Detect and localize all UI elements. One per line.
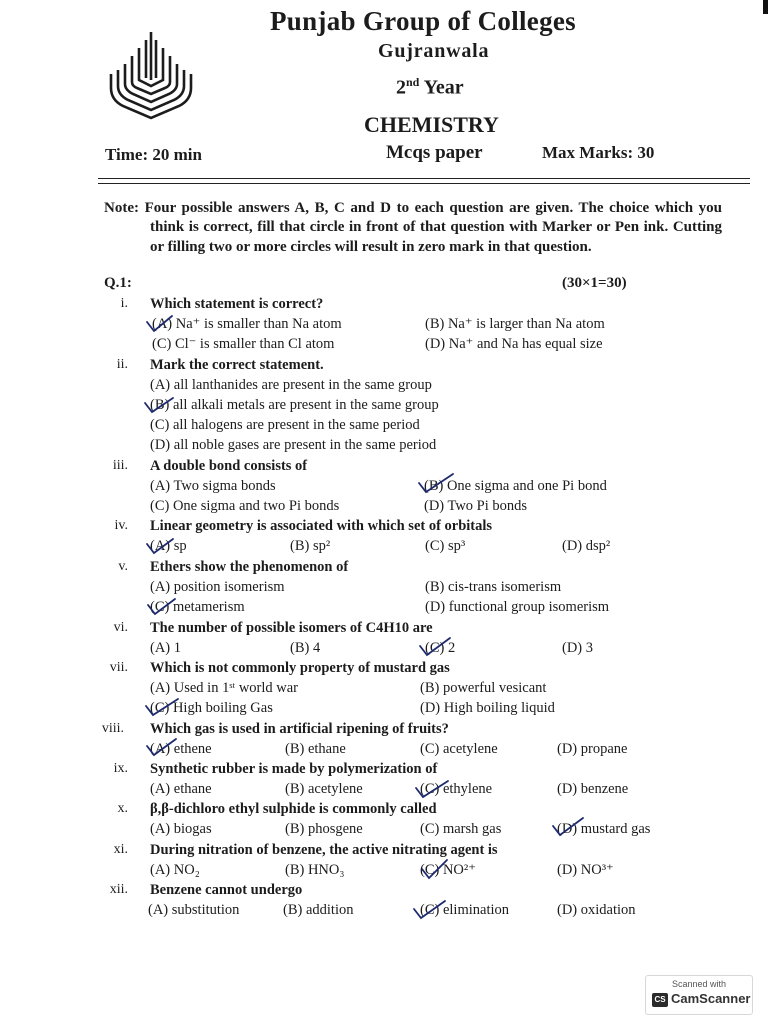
- question-stem: Which statement is correct?: [150, 296, 324, 312]
- option-b: (B) sp²: [290, 538, 331, 554]
- option-b: (B) cis-trans isomerism: [425, 579, 562, 595]
- question-number: viii.: [101, 721, 124, 736]
- option-a: (A) Used in 1ˢᵗ world war: [150, 680, 299, 696]
- paper-type: Mcqs paper: [386, 142, 483, 163]
- option-b: (B) HNO₃: [285, 862, 345, 878]
- option-d: (D) Na⁺ and Na has equal size: [425, 336, 603, 352]
- option-c: (C) High boiling Gas: [150, 700, 273, 716]
- section-label: Q.1:: [104, 275, 132, 291]
- header-divider-top: [98, 178, 750, 179]
- question-stem: During nitration of benzene, the active nitrating agent is: [150, 842, 498, 858]
- question-number: vi.: [113, 620, 128, 635]
- option-a: (A) Two sigma bonds: [150, 478, 276, 494]
- option-b: (B) Na⁺ is larger than Na atom: [425, 316, 605, 332]
- option-d: (D) propane: [557, 741, 628, 757]
- option-b: (B) 4: [290, 640, 321, 656]
- option-b: (B) phosgene: [285, 821, 363, 837]
- option-d: (D) benzene: [557, 781, 629, 797]
- question-stem: Synthetic rubber is made by polymerization of: [150, 761, 438, 777]
- option-a: (A) ethane: [150, 781, 212, 797]
- option-c: (C) 2: [425, 640, 456, 656]
- option-a: (A) all lanthanides are present in the same group: [150, 377, 432, 393]
- question-12: [0, 882, 768, 944]
- option-d: (D) NO³⁺: [557, 862, 614, 878]
- option-b: (B) acetylene: [285, 781, 363, 797]
- question-1: [0, 296, 768, 358]
- question-number: iii.: [112, 458, 128, 473]
- question-stem: β,β-dichloro ethyl sulphide is commonly called: [150, 801, 437, 817]
- option-b: (B) One sigma and one Pi bond: [424, 478, 607, 494]
- option-d: (D) High boiling liquid: [420, 700, 555, 716]
- question-number: ix.: [113, 761, 128, 776]
- scanner-caption: Scanned with: [671, 979, 727, 989]
- option-c: (C) all halogens are present in the same period: [150, 417, 420, 433]
- option-d: (D) Two Pi bonds: [424, 498, 528, 514]
- option-c: (C) NO²⁺: [420, 862, 476, 878]
- option-d: (D) functional group isomerism: [425, 599, 610, 615]
- option-a: (A) NO₂: [150, 862, 200, 878]
- question-number: xi.: [113, 842, 128, 857]
- option-a: (A) position isomerism: [150, 579, 285, 595]
- institution-title: Punjab Group of Colleges: [270, 6, 576, 36]
- subject-title: CHEMISTRY: [364, 112, 499, 137]
- question-number: x.: [117, 801, 128, 816]
- year-label: 2nd Year: [396, 75, 464, 99]
- scanner-brand: CamScanner: [671, 991, 751, 1006]
- option-a: (A) ethene: [150, 741, 212, 757]
- question-number: ii.: [116, 357, 128, 372]
- option-d: (D) all noble gases are present in the same period: [150, 437, 437, 453]
- option-c: (C) acetylene: [420, 741, 498, 757]
- header-divider-bottom: [98, 183, 750, 184]
- camscanner-logo-icon: CS: [652, 993, 668, 1007]
- option-d: (D) mustard gas: [557, 821, 651, 837]
- question-stem: Which is not commonly property of mustard gas: [150, 660, 450, 676]
- option-a: (A) substitution: [148, 902, 240, 918]
- scan-edge-mark: [763, 0, 768, 14]
- question-3: [0, 458, 768, 520]
- option-a: (A) biogas: [150, 821, 212, 837]
- question-number: xii.: [109, 882, 128, 897]
- option-b: (B) powerful vesicant: [420, 680, 547, 696]
- question-2: [0, 357, 768, 453]
- question-stem: Linear geometry is associated with which set of orbitals: [150, 518, 493, 534]
- college-logo-icon: [106, 30, 196, 120]
- option-c: (C) ethylene: [420, 781, 493, 797]
- option-d: (D) 3: [562, 640, 594, 656]
- option-b: (B) addition: [283, 902, 354, 918]
- question-5: [0, 559, 768, 621]
- option-c: (C) metamerism: [150, 599, 245, 615]
- time-allowed: Time: 20 min: [105, 145, 202, 164]
- option-a: (A) 1: [150, 640, 182, 656]
- question-7: [0, 660, 768, 722]
- instructions-note: Note: Four possible answers A, B, C and D to each question are given. The choice which you think is correct, fill that circle in front of that question with Marker or Pen ink. Cutting or filling two or more circles will result in zero mark in that question.: [104, 200, 722, 255]
- question-stem: Ethers show the phenomenon of: [150, 559, 349, 575]
- question-stem: A double bond consists of: [150, 458, 308, 474]
- option-a: (A) Na⁺ is smaller than Na atom: [152, 316, 342, 332]
- option-a: (A) sp: [150, 538, 187, 554]
- question-number: i.: [120, 296, 128, 311]
- question-stem: Benzene cannot undergo: [150, 882, 303, 898]
- option-d: (D) oxidation: [557, 902, 636, 918]
- option-b: (B) ethane: [285, 741, 346, 757]
- question-number: vii.: [109, 660, 128, 675]
- option-c: (C) elimination: [420, 902, 509, 918]
- section-score: (30×1=30): [562, 275, 627, 291]
- option-c: (C) sp³: [425, 538, 466, 554]
- question-stem: Which gas is used in artificial ripening of fruits?: [150, 721, 449, 737]
- campus-name: Gujranwala: [378, 40, 490, 62]
- question-number: iv.: [114, 518, 128, 533]
- max-marks: Max Marks: 30: [542, 143, 655, 162]
- camscanner-watermark: [645, 975, 753, 1015]
- question-stem: The number of possible isomers of C4H10 are: [150, 620, 433, 636]
- option-c: (C) One sigma and two Pi bonds: [150, 498, 340, 514]
- question-stem: Mark the correct statement.: [150, 357, 324, 373]
- option-b: (B) all alkali metals are present in the same group: [150, 397, 439, 413]
- option-c: (C) Cl⁻ is smaller than Cl atom: [152, 336, 335, 352]
- option-c: (C) marsh gas: [420, 821, 502, 837]
- option-d: (D) dsp²: [562, 538, 611, 554]
- question-number: v.: [118, 559, 128, 574]
